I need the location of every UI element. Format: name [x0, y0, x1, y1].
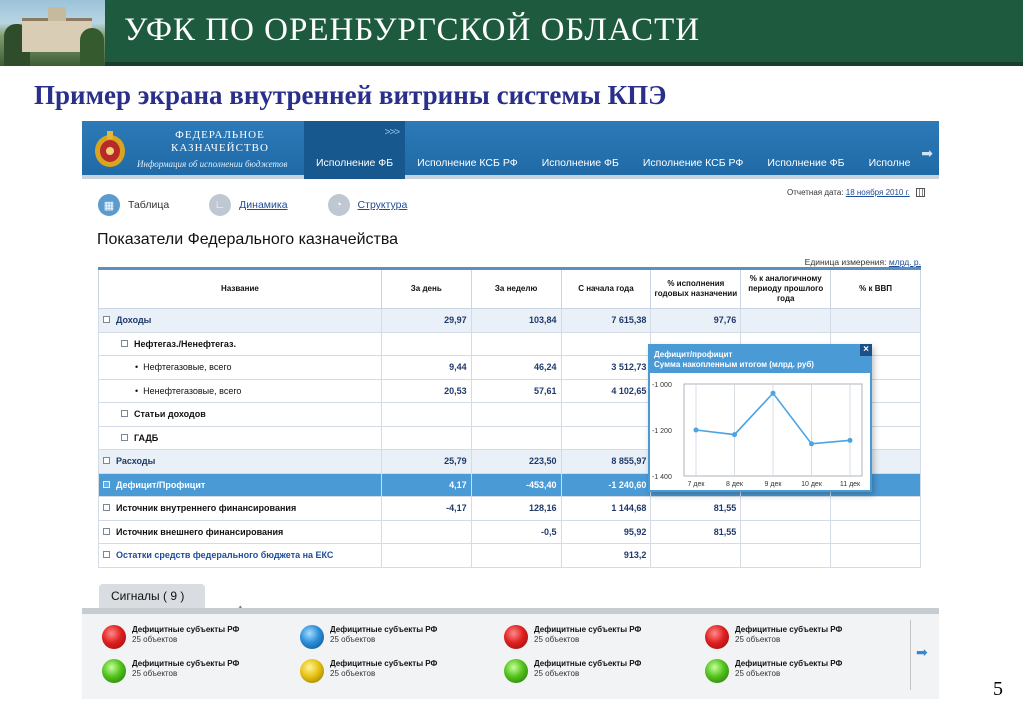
tab-ksb-1[interactable]: Исполнение КСБ РФ [417, 157, 518, 169]
data-point [809, 441, 814, 446]
tab-partial[interactable]: Исполне [868, 157, 911, 169]
table-header-row [99, 269, 921, 309]
table-row[interactable]: ГАДБ [99, 426, 921, 450]
x-tick-label: 7 дек [687, 481, 705, 488]
signals-tab[interactable]: Сигналы ( 9 ) [99, 584, 205, 608]
page-number: 5 [993, 678, 1003, 700]
data-point [848, 438, 853, 443]
x-tick-label: 8 дек [726, 481, 743, 488]
table-row[interactable]: Источник внутреннего финансирования -4,17 128,16 1 144,68 81,55 [99, 497, 921, 521]
red-light-icon [504, 625, 528, 649]
header-photo [0, 0, 105, 66]
signal-item[interactable]: Дефицитные субъекты РФ 25 объектов [102, 656, 302, 686]
table-row[interactable]: Расходы 25,79 223,50 8 855,97 [99, 450, 921, 474]
table-row[interactable]: Источник внешнего финансирования -0,5 95,92 81,55 [99, 520, 921, 544]
col-gdp[interactable]: % к ВВП [831, 269, 921, 309]
popup-header [650, 346, 870, 373]
table-row[interactable]: Нефтегаз./Ненефтегаз. [99, 332, 921, 356]
green-light-icon [102, 659, 126, 683]
table-row[interactable]: Доходы 29,97 103,84 7 615,38 97,76 [99, 309, 921, 333]
signal-item[interactable]: Дефицитные субъекты РФ 25 объектов [504, 622, 704, 652]
view-switcher [98, 193, 447, 217]
green-light-icon [504, 659, 528, 683]
col-name[interactable]: Название [99, 269, 382, 309]
expand-icon[interactable] [103, 551, 110, 558]
data-point [694, 428, 699, 433]
expand-icon[interactable] [103, 528, 110, 535]
table-row[interactable]: • Ненефтегазовые, всего 20,53 57,61 4 102,65 [99, 379, 921, 403]
tab-ksb-2[interactable]: Исполнение КСБ РФ [642, 157, 744, 169]
report-date: Отчетная дата: 18 ноября 2010 г. [787, 188, 925, 197]
table-row[interactable]: Остатки средств федерального бюджета на ЕКС 913,2 [99, 544, 921, 568]
tabs-next-arrow-icon[interactable]: ➡ [921, 145, 933, 161]
yellow-light-icon [300, 659, 324, 683]
chart-popup [648, 344, 872, 492]
signal-item[interactable]: Дефицитные субъекты РФ 25 объектов [300, 622, 500, 652]
table-row-selected[interactable]: Дефицит/Профицит 4,17 -453,40 -1 240,60 [99, 473, 921, 497]
expand-icon[interactable] [103, 316, 110, 323]
x-tick-label: 9 дек [764, 481, 782, 488]
signal-item[interactable]: Дефицитные субъекты РФ 25 объектов [705, 622, 905, 652]
view-structure[interactable]: ◔ Структура [328, 194, 408, 216]
signal-item[interactable]: Дефицитные субъекты РФ 25 объектов [102, 622, 302, 652]
line-chart-icon: ∟ [209, 194, 231, 216]
units-link[interactable]: млрд. р. [888, 257, 921, 267]
pie-chart-icon: ◔ [328, 194, 350, 216]
signal-item[interactable]: Дефицитные субъекты РФ 25 объектов [705, 656, 905, 686]
signals-panel [82, 608, 939, 699]
view-table[interactable]: ▦ Таблица [98, 194, 169, 216]
expand-icon[interactable] [121, 410, 128, 417]
data-point [771, 391, 776, 396]
bullet-icon: • [135, 362, 139, 373]
view-dynamics[interactable]: ∟ Динамика [209, 194, 287, 216]
popup-title: Дефицит/профицит [654, 350, 733, 359]
org-name: ФЕДЕРАЛЬНОЕ КАЗНАЧЕЙСТВО [171, 129, 269, 154]
tab-fb-3[interactable]: Исполнение ФБ [767, 157, 845, 169]
org-tagline: Информация об исполнении бюджетов [137, 159, 288, 169]
expand-icon[interactable] [121, 434, 128, 441]
report-date-link[interactable]: 18 ноября 2010 г. [845, 188, 910, 197]
slide-header [0, 0, 1023, 66]
calendar-icon[interactable] [916, 188, 925, 197]
col-prev[interactable]: % к аналогичному периоду прошлого года [741, 269, 831, 309]
x-tick-label: 11 дек [839, 481, 861, 488]
data-point [732, 432, 737, 437]
expand-icon[interactable] [121, 340, 128, 347]
arrows-icon: >>> [384, 127, 400, 138]
y-tick-label: -1 000 [652, 382, 672, 389]
green-light-icon [705, 659, 729, 683]
col-week[interactable]: За неделю [471, 269, 561, 309]
signals-divider [910, 620, 911, 690]
emblem-logo [92, 125, 128, 171]
slide-subtitle: Пример экрана внутренней витрины системы КПЭ [34, 80, 667, 110]
table-row[interactable]: • Нефтегазовые, всего 9,44 46,24 3 512,73 [99, 356, 921, 380]
page-title: Показатели Федерального казначейства [97, 231, 399, 248]
bullet-icon: • [135, 385, 139, 396]
tab-fb-2[interactable]: Исполнение ФБ [541, 157, 619, 169]
expand-icon[interactable] [103, 457, 110, 464]
expand-icon[interactable] [103, 504, 110, 511]
table-row[interactable]: Статьи доходов [99, 403, 921, 427]
app-window [82, 121, 939, 701]
blue-light-icon [300, 625, 324, 649]
deficit-line-chart [650, 376, 870, 490]
red-light-icon [705, 625, 729, 649]
tab-fb-1[interactable]: >>> Исполнение ФБ [304, 121, 405, 179]
col-day[interactable]: За день [381, 269, 471, 309]
x-tick-label: 10 дек [801, 481, 822, 488]
slide-header-title: УФК ПО ОРЕНБУРГСКОЙ ОБЛАСТИ [124, 12, 701, 48]
app-header-bar [82, 121, 939, 179]
expand-icon[interactable] [103, 481, 110, 488]
red-light-icon [102, 625, 126, 649]
signals-next-arrow-icon[interactable]: ➡ [916, 644, 928, 660]
signal-item[interactable]: Дефицитные субъекты РФ 25 объектов [504, 656, 704, 686]
popup-subtitle: Сумма накопленным итогом (млрд. руб) [654, 360, 814, 369]
col-pct[interactable]: % исполнения годовых назначении [651, 269, 741, 309]
y-tick-label: -1 200 [652, 428, 672, 435]
col-ytd[interactable]: С начала года [561, 269, 651, 309]
close-icon[interactable]: × [860, 344, 872, 356]
y-tick-label: -1 400 [652, 474, 672, 481]
units: Единица измерения: млрд. р. [804, 257, 921, 267]
top-tabs [304, 121, 922, 179]
signal-item[interactable]: Дефицитные субъекты РФ 25 объектов [300, 656, 500, 686]
table-icon: ▦ [98, 194, 120, 216]
